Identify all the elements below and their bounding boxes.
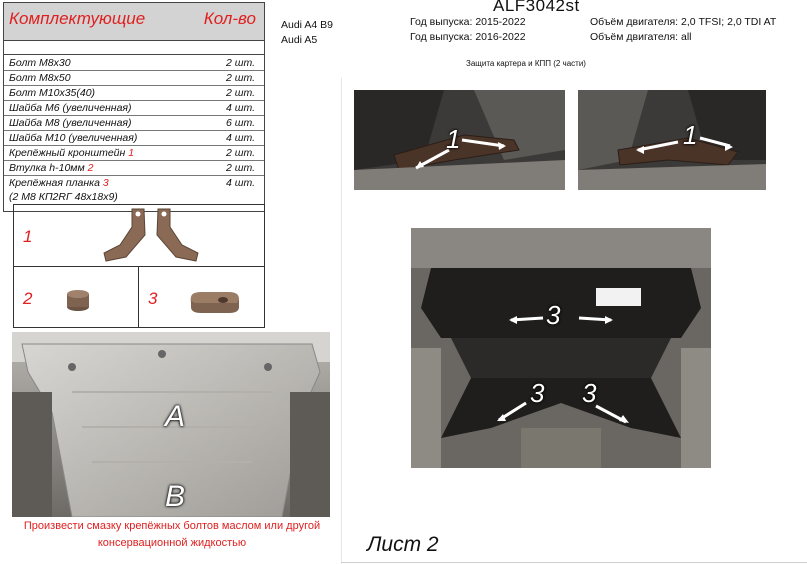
row-qty: 4 шт. [226, 102, 256, 114]
header-qty-column: Кол-во [203, 9, 256, 28]
engine-1: Объём двигателя: 2,0 TFSI; 2,0 TDI AT [590, 16, 777, 28]
row-name [9, 147, 134, 159]
table-row [4, 161, 264, 176]
parts-table-header [4, 3, 264, 41]
caption: Защита картера и КПП (2 части) [466, 59, 586, 68]
bottom-divider [341, 562, 807, 563]
row-part-number: 1 [128, 147, 135, 159]
row-qty: 2 шт. [226, 147, 256, 159]
bushing-drawing [14, 267, 138, 327]
table-row [4, 176, 264, 206]
header-item-column: Комплектующие [9, 9, 146, 28]
row-qty: 4 шт. [226, 177, 256, 189]
guard-part-a-label: A [165, 400, 186, 433]
part-number-1: 1 [23, 227, 33, 246]
photo-guard-installed [12, 332, 330, 517]
row-qty: 2 шт. [226, 57, 256, 69]
illustration-bracket-cell [14, 205, 264, 267]
year-2: Год выпуска: 2016-2022 [410, 31, 526, 43]
photo-callout-3-left: 3 [530, 378, 545, 408]
illustration-bushing-cell [14, 267, 139, 327]
row-note: (2 М8 КП2RГ 48х18х9) [9, 191, 118, 203]
part-number-2: 2 [23, 289, 33, 308]
row-qty: 4 шт. [226, 132, 256, 144]
footer-note-line-1: Произвести смазку крепёжных болтов маслом или другой [23, 520, 321, 532]
photo-callout-1-right: 1 [683, 120, 698, 150]
subframe-photo-art [411, 228, 711, 468]
row-name: Шайба М8 (увеличенная) [9, 117, 132, 129]
guard-part-b-label: B [165, 480, 186, 513]
photo-callout-3-right: 3 [582, 378, 597, 408]
divider [341, 78, 342, 564]
sheet-number: Лист 2 [367, 533, 439, 556]
photo-subframe [411, 228, 711, 468]
table-row [4, 146, 264, 161]
row-name-text: Крепёжный кронштейн [9, 147, 129, 159]
car-model-2: Audi A5 [281, 34, 318, 46]
row-name: Болт М8х50 [9, 72, 71, 84]
engine-2: Объём двигателя: all [590, 31, 692, 43]
part-number-3: 3 [148, 289, 158, 308]
photo-bracket-right [578, 90, 766, 190]
row-part-number: 2 [87, 162, 94, 174]
row-name-text: Втулка h-10мм [9, 162, 88, 174]
photo-callout-3-top: 3 [546, 300, 561, 330]
photo-bracket-left [354, 90, 565, 190]
year-1: Год выпуска: 2015-2022 [410, 16, 526, 28]
table-row [4, 71, 264, 86]
table-row [4, 116, 264, 131]
footer-note-line-2: консервационной жидкостью [97, 537, 247, 549]
row-qty: 2 шт. [226, 162, 256, 174]
row-qty: 2 шт. [226, 72, 256, 84]
row-name: Болт М8х30 [9, 57, 71, 69]
row-name: Шайба М6 (увеличенная) [9, 102, 132, 114]
table-row [4, 86, 264, 101]
row-name: Болт М10х35(40) [9, 87, 96, 99]
parts-table [3, 2, 265, 212]
row-name [9, 162, 93, 174]
document-code: ALF3042st [493, 0, 580, 15]
row-part-number: 3 [102, 177, 109, 189]
parts-table-spacer [4, 41, 264, 55]
row-name [9, 177, 109, 189]
table-row [4, 101, 264, 116]
plate-drawing [139, 267, 263, 327]
row-name-text: Крепёжная планка [9, 177, 103, 189]
parts-illustration [13, 204, 265, 328]
photo-callout-1-left: 1 [446, 124, 461, 154]
bracket-right-photo-art [578, 90, 766, 190]
table-row [4, 56, 264, 71]
row-name: Шайба М10 (увеличенная) [9, 132, 138, 144]
car-model-1: Audi A4 B9 [281, 19, 333, 31]
illustration-plate-cell [139, 267, 264, 327]
row-qty: 2 шт. [226, 87, 256, 99]
row-qty: 6 шт. [226, 117, 256, 129]
table-row [4, 131, 264, 146]
bracket-drawing [14, 205, 266, 267]
